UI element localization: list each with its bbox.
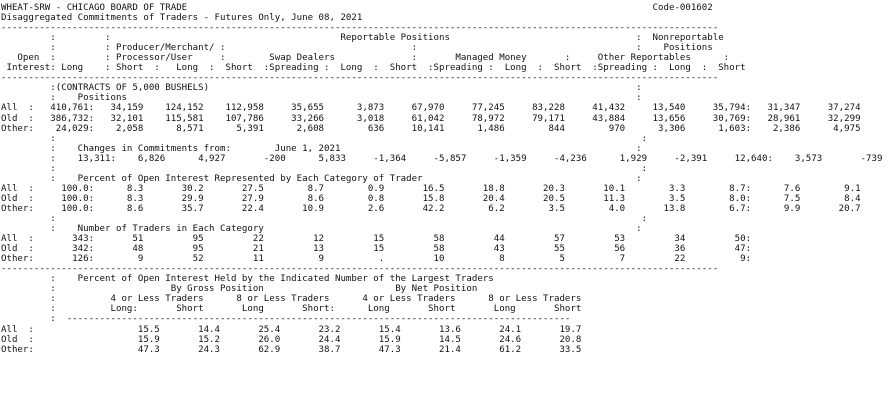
report-line: : 4 or Less Traders 8 or Less Traders 4 or Less Traders 8 or Less Traders bbox=[1, 294, 582, 305]
report-line: : By Gross Position By Net Position bbox=[1, 284, 478, 295]
report-line: : : bbox=[1, 213, 648, 224]
report-line: Other: 24,029: 2,058 8,571 5,391 2,608 636 10,141 1,486 844 970 3,306 1,603: 2,386 4,975 bbox=[1, 123, 861, 134]
report-line: Other: 47.3 24.3 62.9 38.7 47.3 21.4 61.2 33.5 bbox=[1, 344, 582, 355]
report-line: : : Reportable Positions : Nonreportable bbox=[1, 33, 724, 44]
report-line: Disaggregated Commitments of Traders - Futures Only, June 08, 2021 bbox=[1, 13, 363, 24]
report-line: : Changes in Commitments from: June 1, 2021 : bbox=[1, 143, 642, 154]
report-line: :(CONTRACTS OF 5,000 BUSHELS) : bbox=[1, 83, 642, 94]
report-line: Open : : Processor/User : Swap Dealers : Managed Money : Other Reportables : bbox=[1, 53, 730, 64]
report-line: : Percent of Open Interest Represented by Each Category of Trader : bbox=[1, 173, 642, 184]
report-line: Other: 100.0: 8.6 35.7 22.4 10.9 2.6 42.2 6.2 3.5 4.0 13.8 6.7: 9.9 20.7 bbox=[1, 203, 861, 214]
report-line: Other: 126: 9 52 11 9 . 10 8 5 7 22 9: bbox=[1, 254, 752, 265]
report-line: All : 100.0: 8.3 30.2 27.5 8.7 0.9 16.5 18.8 20.3 10.1 3.3 8.7: 7.6 9.1 bbox=[1, 183, 861, 194]
report-line: : : Producer/Merchant/ : : : Positions bbox=[1, 43, 713, 54]
report-line: ----------------------------------------------------------------------------------------------------------------------------------- bbox=[1, 23, 719, 34]
report-line: ----------------------------------------------------------------------------------------------------------------------------------- bbox=[1, 73, 719, 84]
report-line: Interest: Long : Short : Long : Short :Spreading : Long : Short :Spreading : Long : Short :Spreading : Long : Short bbox=[1, 63, 746, 74]
report-line: : -------------------------------------------------------------------------------------------- bbox=[1, 314, 571, 325]
report-line: : Long: Short Long Short: Long Short Long Short bbox=[1, 304, 582, 315]
report-line: : : bbox=[1, 163, 648, 174]
report-line: : : bbox=[1, 133, 648, 144]
report-line: Old : 342: 48 95 21 13 15 58 43 55 56 36 47: bbox=[1, 244, 752, 255]
report-line: WHEAT-SRW - CHICAGO BOARD OF TRADE Code-001602 bbox=[1, 3, 713, 13]
report-line: : Percent of Open Interest Held by the Indicated Number of the Largest Traders bbox=[1, 274, 494, 285]
report-line: ----------------------------------------------------------------------------------------------------------------------------------- bbox=[1, 264, 719, 275]
report-line: Old : 386,732: 32,101 115,581 107,786 33,266 3,018 61,042 78,972 79,171 43,884 13,656 30,769: 28,961 32,299 bbox=[1, 113, 861, 124]
report-line: Old : 15.9 15.2 26.0 24.4 15.9 14.5 24.6 20.8 bbox=[1, 334, 582, 345]
report-line: All : 410,761: 34,159 124,152 112,958 35,655 3,873 67,970 77,245 83,228 41,432 13,540 35,794: 31,347 37,274 bbox=[1, 103, 861, 114]
report-line: All : 15.5 14.4 25.4 23.2 15.4 13.6 24.1 19.7 bbox=[1, 324, 582, 335]
report-line: Old : 100.0: 8.3 29.9 27.9 8.6 0.8 15.8 20.4 20.5 11.3 3.5 8.0: 7.5 8.4 bbox=[1, 193, 861, 204]
report-line: : 13,311: 6,826 4,927 -200 5,833 -1,364 -5,857 -1,359 -4,236 1,929 -2,391 12,640: 3,573 -739 bbox=[1, 153, 883, 164]
report-line: : Positions : bbox=[1, 93, 642, 104]
report-line: : Number of Traders in Each Category : bbox=[1, 224, 642, 235]
report-line: All : 343: 51 95 22 12 15 58 44 57 53 34 50: bbox=[1, 234, 752, 245]
